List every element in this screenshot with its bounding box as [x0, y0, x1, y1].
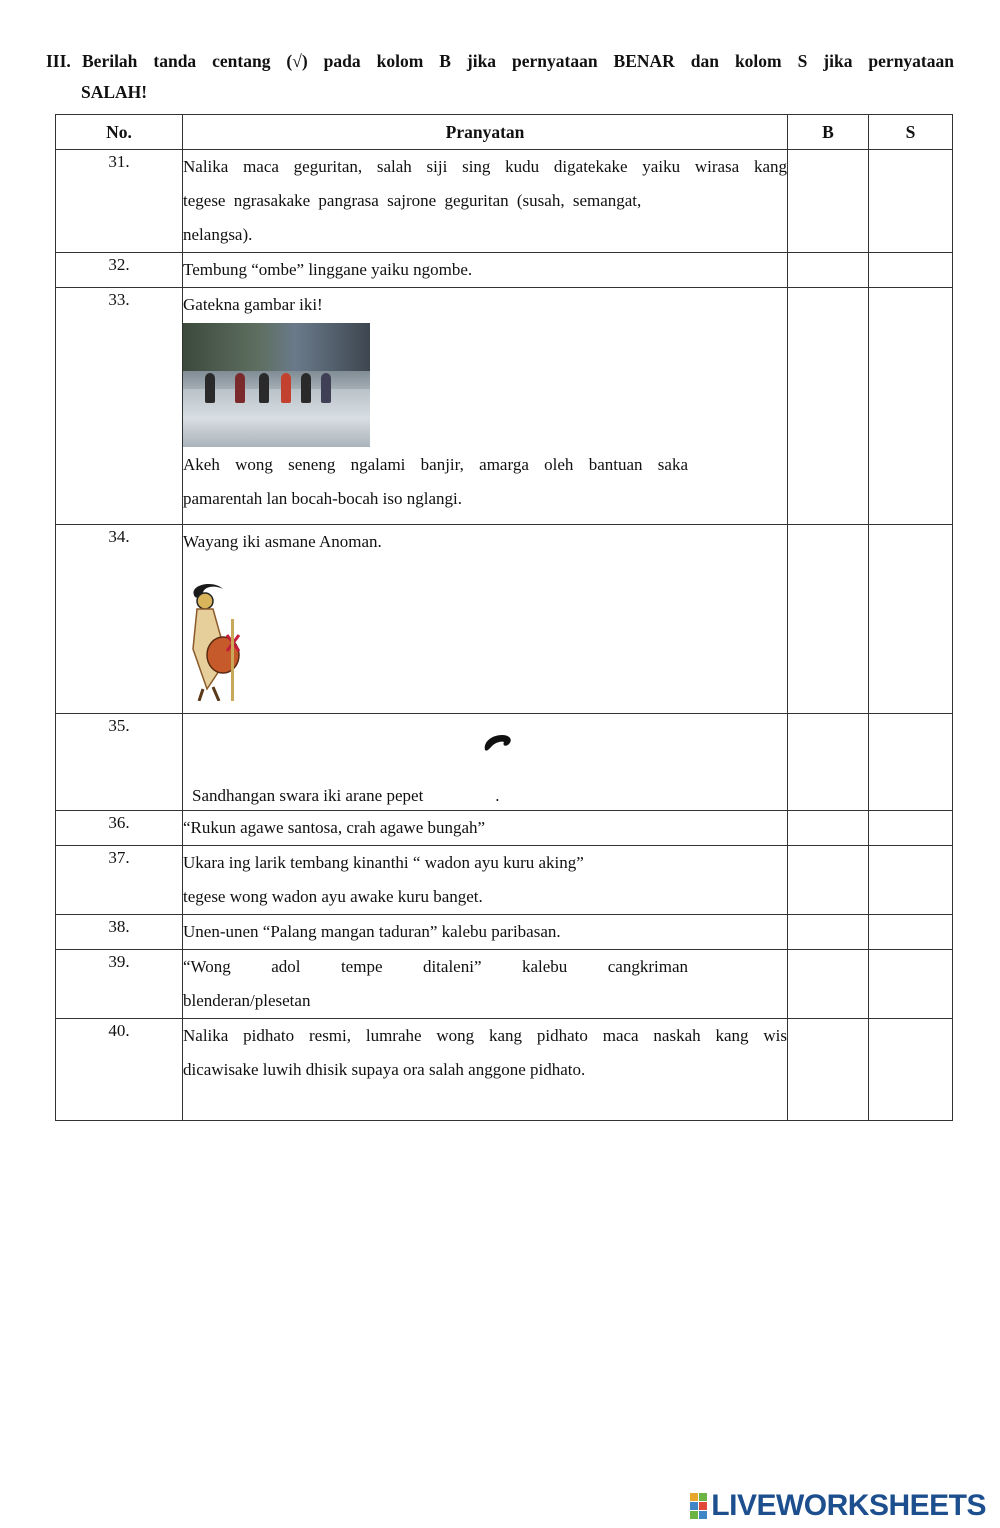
flood-photo — [183, 323, 370, 447]
table-row — [56, 915, 953, 950]
answer-b-cell[interactable] — [788, 288, 869, 525]
statement-line: pamarentah lan bocah-bocah iso nglangi. — [183, 489, 462, 508]
row-number: 39. — [56, 950, 183, 1019]
statement-line: Gatekna gambar iki! — [183, 295, 323, 314]
statement — [183, 288, 788, 525]
answer-s-cell[interactable] — [869, 811, 953, 846]
statement-line: Nalika maca geguritan, salah siji sing kudu digatekake yaiku wirasa kang — [183, 157, 787, 176]
table-row — [56, 1019, 953, 1121]
answer-s-cell[interactable] — [869, 846, 953, 915]
statement — [183, 525, 788, 714]
row-number: 35. — [56, 714, 183, 811]
answer-b-cell[interactable] — [788, 150, 869, 253]
answer-s-cell[interactable] — [869, 714, 953, 811]
answer-s-cell[interactable] — [869, 915, 953, 950]
statement-line: “Rukun agawe santosa, crah agawe bungah” — [183, 818, 486, 837]
answer-s-cell[interactable] — [869, 288, 953, 525]
answer-s-cell[interactable] — [869, 525, 953, 714]
table-row — [56, 714, 953, 811]
table-row — [56, 253, 953, 288]
answer-b-cell[interactable] — [788, 525, 869, 714]
statement-line: dicawisake luwih dhisik supaya ora salah anggone pidhato. — [183, 1060, 586, 1079]
answer-b-cell[interactable] — [788, 714, 869, 811]
statement-line: Unen-unen “Palang mangan taduran” kalebu paribasan. — [183, 922, 561, 941]
liveworksheets-logo — [690, 1488, 986, 1524]
header-s: S — [869, 115, 953, 150]
statement-line: “Wong adol tempe ditaleni” kalebu cangkriman — [183, 957, 688, 976]
answer-b-cell[interactable] — [788, 950, 869, 1019]
instruction-line-2: SALAH! — [81, 82, 148, 102]
table-row — [56, 811, 953, 846]
answer-s-cell[interactable] — [869, 253, 953, 288]
statement-line: tegese ngrasakake pangrasa sajrone geguritan (susah, semangat, — [183, 191, 642, 210]
row-number: 36. — [56, 811, 183, 846]
statement — [183, 915, 788, 950]
statement-line: nelangsa). — [183, 225, 253, 244]
statement — [183, 950, 788, 1019]
statement-line: Nalika pidhato resmi, lumrahe wong kang pidhato maca naskah kang wis — [183, 1026, 787, 1045]
row-number: 31. — [56, 150, 183, 253]
header-b: B — [788, 115, 869, 150]
statement-line: tegese wong wadon ayu awake kuru banget. — [183, 887, 483, 906]
header-no: No. — [56, 115, 183, 150]
logo-mark-icon — [690, 1493, 707, 1519]
statement-line: Akeh wong seneng ngalami banjir, amarga oleh bantuan saka — [183, 455, 688, 474]
row-number: 37. — [56, 846, 183, 915]
answer-b-cell[interactable] — [788, 915, 869, 950]
quiz-table — [55, 114, 953, 1121]
table-row — [56, 288, 953, 525]
answer-s-cell[interactable] — [869, 950, 953, 1019]
table-row — [56, 846, 953, 915]
statement — [183, 811, 788, 846]
statement-line: Ukara ing larik tembang kinanthi “ wadon ayu kuru aking” — [183, 853, 584, 872]
statement — [183, 846, 788, 915]
javanese-pepet-glyph — [482, 732, 514, 756]
table-row — [56, 950, 953, 1019]
answer-b-cell[interactable] — [788, 253, 869, 288]
statement — [183, 150, 788, 253]
statement-line — [192, 782, 500, 810]
row-number: 33. — [56, 288, 183, 525]
statement — [183, 1019, 788, 1121]
instruction-number: III. — [46, 51, 71, 71]
statement-text: Sandhangan swara iki arane pepet — [192, 786, 424, 805]
statement-line: Tembung “ombe” linggane yaiku ngombe. — [183, 260, 473, 279]
row-number: 34. — [56, 525, 183, 714]
table-row — [56, 150, 953, 253]
statement-line: blenderan/plesetan — [183, 991, 311, 1010]
row-number: 40. — [56, 1019, 183, 1121]
answer-s-cell[interactable] — [869, 1019, 953, 1121]
statement — [183, 714, 788, 811]
logo-wordmark: LIVEWORKSHEETS — [711, 1489, 986, 1522]
statement — [183, 253, 788, 288]
instruction-text: Berilah tanda centang (√) pada kolom B jika pernyataan BENAR dan kolom S jika pernyataan — [82, 51, 954, 71]
answer-b-cell[interactable] — [788, 1019, 869, 1121]
statement-line: Wayang iki asmane Anoman. — [183, 532, 382, 551]
header-statement: Pranyatan — [183, 115, 788, 150]
answer-b-cell[interactable] — [788, 811, 869, 846]
wayang-anoman-image — [183, 579, 253, 701]
instruction-line-1 — [46, 44, 954, 78]
table-row — [56, 525, 953, 714]
row-number: 38. — [56, 915, 183, 950]
answer-b-cell[interactable] — [788, 846, 869, 915]
answer-s-cell[interactable] — [869, 150, 953, 253]
row-number: 32. — [56, 253, 183, 288]
table-header-row — [56, 115, 953, 150]
statement-period: . — [495, 786, 500, 805]
